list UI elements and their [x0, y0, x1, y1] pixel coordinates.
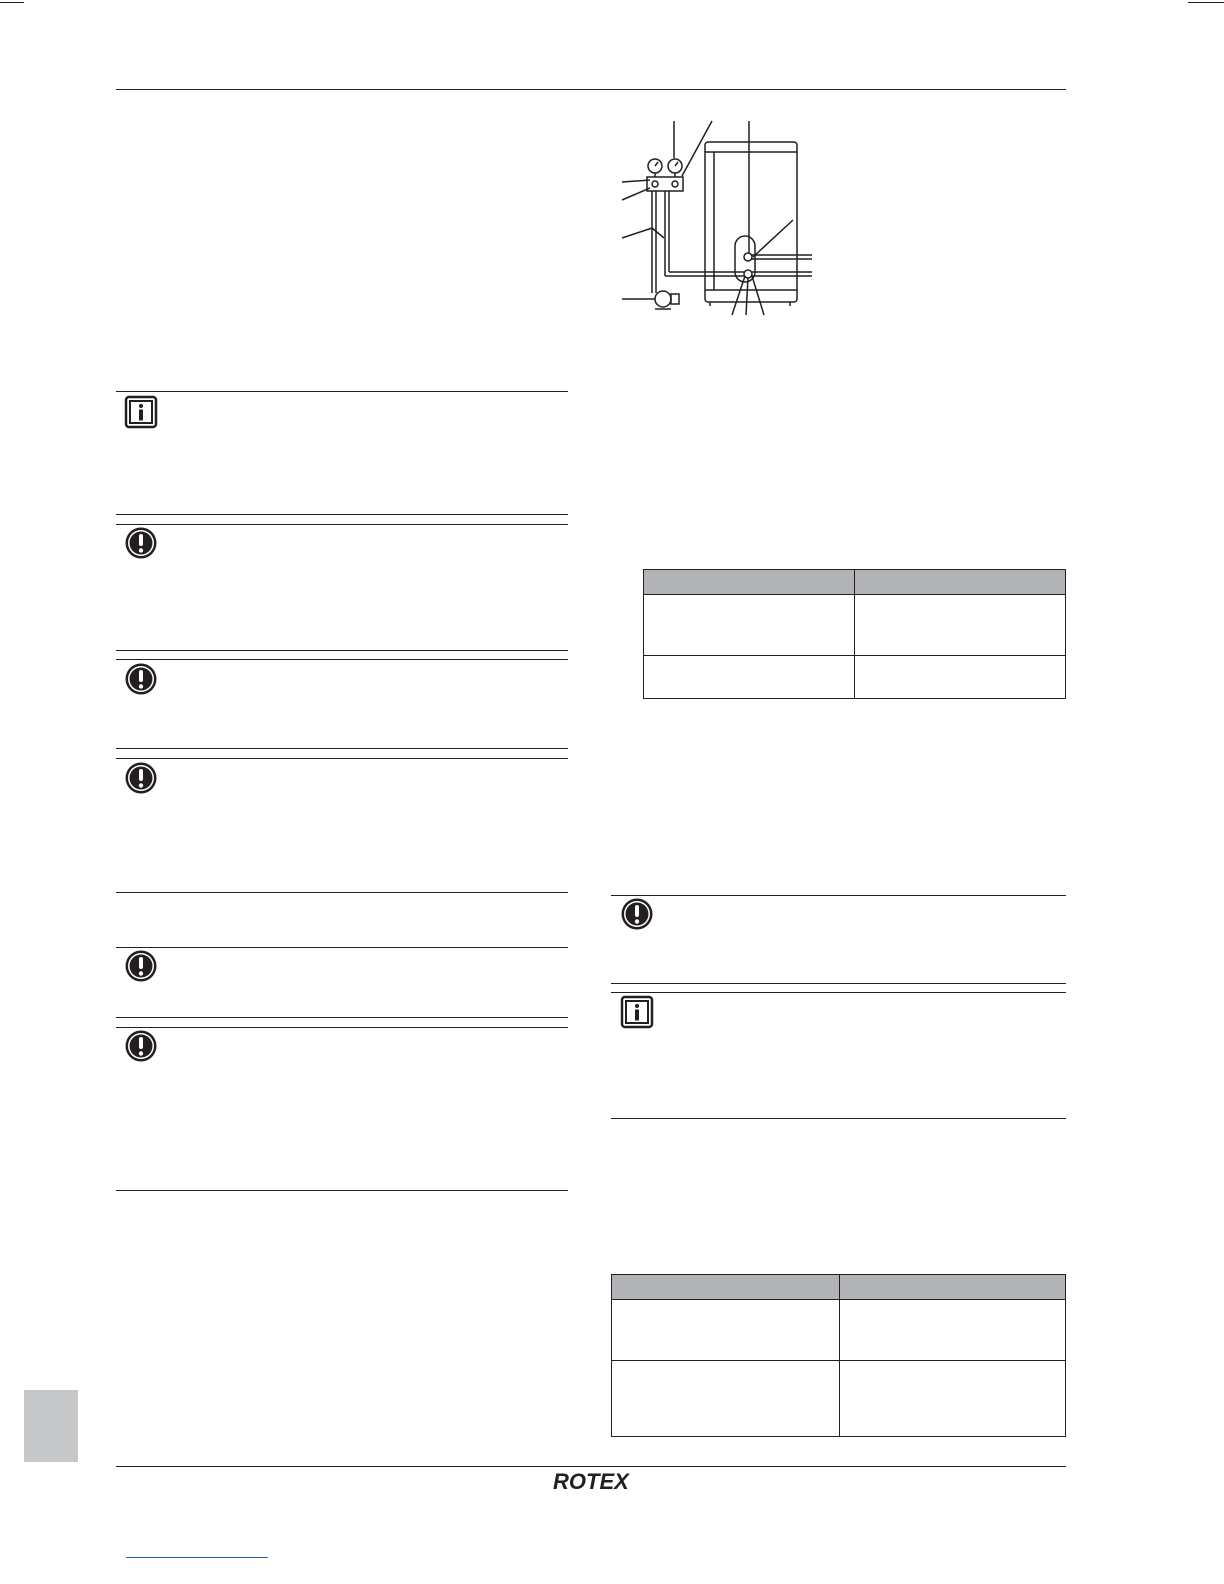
table-row: [644, 595, 1066, 656]
exclamation-icon: [620, 897, 654, 931]
notice-rule: [116, 514, 568, 515]
exclamation-icon: [124, 761, 158, 795]
table-cell: [855, 595, 1066, 656]
notice-rule: [116, 524, 568, 525]
table-header-cell: [644, 570, 855, 595]
exclamation-icon: [124, 949, 158, 983]
table-cell: [644, 595, 855, 656]
notice-rule: [116, 892, 568, 893]
spec-table-1: [643, 569, 1066, 699]
manifold-gauge-vacuum-pump-diagram: [618, 118, 818, 318]
exclamation-icon: [124, 1029, 158, 1063]
table-row: [612, 1361, 1066, 1437]
table-cell: [612, 1361, 840, 1437]
notice-rule: [116, 1190, 568, 1191]
notice-rule: [116, 947, 568, 948]
exclamation-icon: [124, 662, 158, 696]
crop-mark-left: [0, 2, 24, 3]
table-header-row: [644, 570, 1066, 595]
notice-rule: [116, 1017, 568, 1018]
notice-rule: [116, 650, 568, 651]
table-cell: [855, 656, 1066, 699]
table-header-cell: [612, 1275, 840, 1300]
chapter-side-tab: [24, 1390, 78, 1462]
notice-rule: [116, 1027, 568, 1028]
table-cell: [644, 656, 855, 699]
table-cell: [612, 1300, 840, 1361]
notice-rule: [116, 748, 568, 749]
notice-rule: [116, 391, 568, 392]
table-header-cell: [855, 570, 1066, 595]
notice-rule: [116, 659, 568, 660]
info-icon: [124, 395, 158, 429]
header-rule: [116, 89, 1066, 90]
notice-rule: [611, 992, 1066, 993]
notice-rule: [611, 983, 1066, 984]
table-row: [612, 1300, 1066, 1361]
rotex-logo: ROTEX: [553, 1469, 629, 1494]
table-cell: [840, 1300, 1066, 1361]
table-cell: [840, 1361, 1066, 1437]
table-header-row: [612, 1275, 1066, 1300]
spec-table-2: [611, 1274, 1066, 1437]
table-header-cell: [840, 1275, 1066, 1300]
crop-mark-right: [1188, 2, 1224, 3]
exclamation-icon: [124, 526, 158, 560]
notice-rule: [116, 758, 568, 759]
info-icon: [620, 995, 654, 1029]
footer-link-underline[interactable]: [126, 1557, 268, 1558]
notice-rule: [611, 1118, 1066, 1119]
footer-rule: [116, 1466, 1066, 1467]
table-row: [644, 656, 1066, 699]
notice-rule: [611, 895, 1066, 896]
